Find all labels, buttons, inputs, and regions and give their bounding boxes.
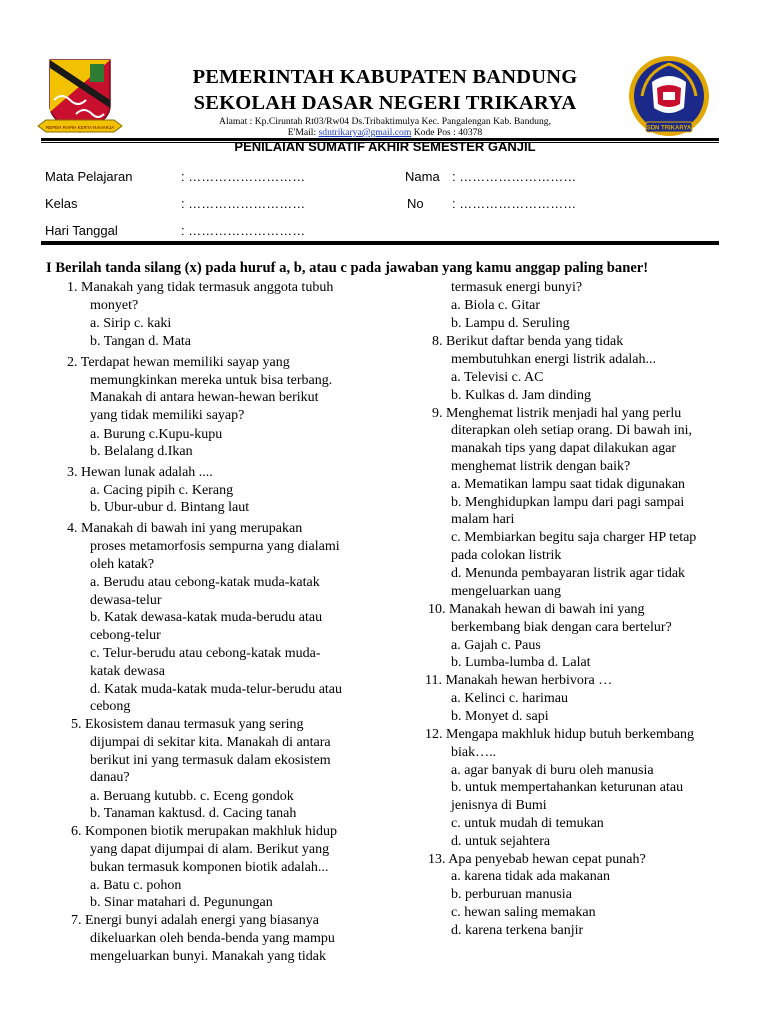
right-text-line: berkembang biak dengan cara bertelur? [451, 620, 672, 635]
left-text-line: dewasa-telur [90, 593, 162, 608]
right-text-line: 11. Manakah hewan herbivora … [425, 673, 613, 688]
right-text-line: 8. Berikut daftar benda yang tidak [432, 334, 624, 349]
right-text-line: mengeluarkan uang [451, 584, 562, 599]
left-text-line: a. Batu c. pohon [90, 878, 182, 893]
kabupaten-bandung-logo [36, 56, 124, 140]
left-text-line: d. Katak muda-katak muda-telur-berudu atau [90, 682, 343, 697]
right-text-line: c. Membiarkan begitu saja charger HP tetap [451, 530, 697, 545]
right-text-line: b. Lumba-lumba d. Lalat [451, 655, 591, 670]
left-text-line: b. Tangan d. Mata [90, 334, 192, 349]
right-text-line: 13. Apa penyebab hewan cepat punah? [428, 852, 646, 867]
right-logo-banner-text: SDN TRIKARYA [646, 125, 692, 132]
right-text-line: d. untuk sejahtera [451, 834, 551, 849]
left-text-line: 5. Ekosistem danau termasuk yang sering [71, 717, 304, 732]
left-text-line: b. Tanaman kaktusd. d. Cacing tanah [90, 806, 297, 821]
right-text-line: a. Televisi c. AC [451, 370, 544, 385]
right-text-line: pada colokan listrik [451, 548, 562, 563]
left-text-line: Manakah di antara hewan-hewan berikut [90, 390, 319, 405]
left-text-line: a. Beruang kutubb. c. Eceng gondok [90, 789, 294, 804]
right-text-line: manakah tips yang dapat dilakukan agar [451, 441, 677, 456]
field-label-name: Nama [405, 169, 440, 184]
left-text-line: berikut ini yang termasuk dalam ekosistem [90, 753, 331, 768]
right-text-line: membutuhkan energi listrik adalah... [451, 352, 657, 367]
left-text-line: 2. Terdapat hewan memiliki sayap yang [67, 355, 290, 370]
left-text-line: danau? [90, 770, 130, 785]
right-text-line: b. Lampu d. Seruling [451, 316, 570, 331]
sdn-trikarya-seal [622, 52, 716, 140]
left-text-line: 1. Manakah yang tidak termasuk anggota tubuh [67, 280, 334, 295]
left-text-line: mengeluarkan bunyi. Manakah yang tidak [90, 949, 326, 964]
postal-code: Kode Pos : 40378 [413, 127, 483, 138]
field-label-subject: Mata Pelajaran [45, 169, 133, 184]
right-text-line: c. untuk mudah di temukan [451, 816, 604, 831]
left-text-line: memungkinkan mereka untuk bisa terbang. [90, 373, 333, 388]
field-value-name[interactable]: : ……………………… [452, 169, 577, 184]
field-value-class[interactable]: : ……………………… [181, 196, 306, 211]
left-text-line: bukan termasuk komponen biotik adalah... [90, 860, 329, 875]
email-label: E'Mail: [287, 127, 317, 138]
right-text-line: jenisnya di Bumi [451, 798, 547, 813]
instruction: I Berilah tanda silang (x) pada huruf a, b, atau c pada jawaban yang kamu anggap paling baner! [46, 260, 649, 276]
right-text-line: biak….. [451, 745, 497, 760]
right-text-line: menghemat listrik dengan baik? [451, 459, 631, 474]
field-label-class: Kelas [45, 196, 78, 211]
right-text-line: a. agar banyak di buru oleh manusia [451, 763, 654, 778]
exam-title: PENILAIAN SUMATIF AKHIR SEMESTER GANJIL [234, 140, 536, 151]
left-text-line: b. Belalang d.Ikan [90, 444, 193, 459]
left-text-line: a. Burung c.Kupu-kupu [90, 427, 223, 442]
field-value-number[interactable]: : ……………………… [452, 196, 577, 211]
left-text-line: proses metamorfosis sempurna yang dialami [90, 539, 340, 554]
left-text-line: c. Telur-berudu atau cebong-katak muda- [90, 646, 321, 661]
left-text-line: a. Berudu atau cebong-katak muda-katak [90, 575, 320, 590]
government-title: PEMERINTAH KABUPATEN BANDUNG [192, 66, 578, 88]
right-text-line: 12. Mengapa makhluk hidup butuh berkembang [425, 727, 695, 742]
right-text-line: 10. Manakah hewan di bawah ini yang [428, 602, 645, 617]
field-label-date: Hari Tanggal [45, 223, 118, 238]
left-text-line: dijumpai di sekitar kita. Manakah di antara [90, 735, 331, 750]
right-text-line: a. Kelinci c. harimau [451, 691, 569, 706]
right-text-line: c. hewan saling memakan [451, 905, 596, 920]
field-value-date[interactable]: : ……………………… [181, 223, 306, 238]
right-text-line: b. untuk mempertahankan keturunan atau [451, 780, 684, 795]
left-text-line: a. Cacing pipih c. Kerang [90, 483, 234, 498]
right-text-line: b. perburuan manusia [451, 887, 572, 902]
right-text-line: b. Menghidupkan lampu dari pagi sampai [451, 495, 685, 510]
left-logo-banner-text: REPEH RAPIH KERTA RAHARJA [45, 125, 115, 130]
left-text-line: yang tidak memiliki sayap? [90, 408, 245, 423]
right-text-line: a. Mematikan lampu saat tidak digunakan [451, 477, 686, 492]
left-text-line: 6. Komponen biotik merupakan makhluk hidup [71, 824, 337, 839]
fields-rule [41, 241, 719, 245]
left-text-line: dikeluarkan oleh benda-benda yang mampu [90, 931, 335, 946]
left-text-line: 4. Manakah di bawah ini yang merupakan [67, 521, 303, 536]
right-text-line: malam hari [451, 512, 515, 527]
right-text-line: diterapkan oleh setiap orang. Di bawah ini, [451, 423, 693, 438]
school-contact [150, 127, 620, 138]
right-text-line: a. Biola c. Gitar [451, 298, 541, 313]
right-text-line: d. karena terkena banjir [451, 923, 584, 938]
left-text-line: oleh katak? [90, 557, 155, 572]
left-text-line: monyet? [90, 298, 139, 313]
left-text-line: b. Katak dewasa-katak muda-berudu atau [90, 610, 323, 625]
field-value-subject[interactable]: : ……………………… [181, 169, 306, 184]
left-text-line: 7. Energi bunyi adalah energi yang biasanya [71, 913, 319, 928]
left-text-line: cebong-telur [90, 628, 161, 643]
right-text-line: a. karena tidak ada makanan [451, 869, 610, 884]
left-text-line: a. Sirip c. kaki [90, 316, 172, 331]
school-title: SEKOLAH DASAR NEGERI TRIKARYA [193, 92, 577, 114]
left-text-line: b. Ubur-ubur d. Bintang laut [90, 500, 250, 515]
field-label-number: No [407, 196, 424, 211]
right-text-line: termasuk energi bunyi? [451, 280, 583, 295]
left-text-line: katak dewasa [90, 664, 166, 679]
right-text-line: b. Monyet d. sapi [451, 709, 549, 724]
right-text-line: d. Menunda pembayaran listrik agar tidak [451, 566, 686, 581]
left-text-line: cebong [90, 699, 131, 714]
right-text-line: b. Kulkas d. Jam dinding [451, 388, 591, 403]
email-link[interactable]: sdntrikarya@gmail.com [318, 127, 412, 138]
right-text-line: a. Gajah c. Paus [451, 638, 541, 653]
school-address: Alamat : Kp.Ciruntah Rt03/Rw04 Ds.Tribaktimulya Kec. Pangalengan Kab. Bandung, [219, 116, 551, 127]
left-text-line: yang dapat dijumpai di alam. Berikut yang [90, 842, 330, 857]
left-text-line: 3. Hewan lunak adalah .... [67, 465, 213, 480]
left-text-line: b. Sinar matahari d. Pegunungan [90, 895, 273, 910]
right-text-line: 9. Menghemat listrik menjadi hal yang perlu [432, 406, 682, 421]
